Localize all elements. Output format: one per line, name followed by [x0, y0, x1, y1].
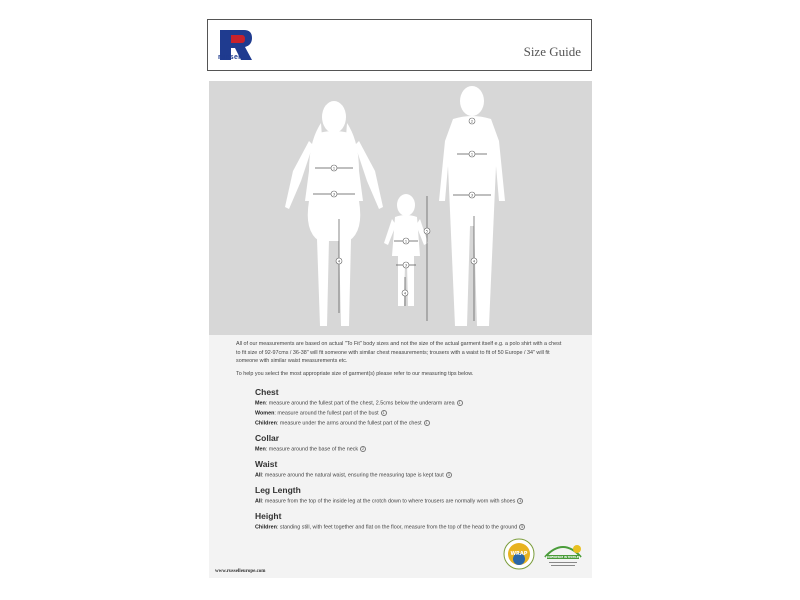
leg-length-all-number-icon: 4	[519, 499, 522, 503]
chest-men-line	[255, 400, 463, 406]
collar-men-line	[255, 446, 366, 452]
height-children-text: : standing still, with feet together and flat on the floor, measure from the top of the head to the ground	[276, 524, 518, 531]
wrap-badge-icon	[503, 538, 535, 570]
man-marker-2: 2	[470, 119, 474, 124]
chest-men-number-icon: 1	[458, 401, 461, 405]
chest-children-text: : measure under the arms around the fullest part of the chest	[276, 420, 422, 427]
oeko-tex-badge-icon	[541, 541, 585, 571]
figure-panel	[209, 81, 592, 335]
wrap-badge-text: WRAP	[510, 551, 528, 557]
woman-silhouette	[285, 101, 383, 326]
logo-text: russell	[218, 54, 243, 61]
intro-paragraph: All of our measurements are based on actual "To Fit" body sizes and not the size of the actual garment itself e.g. a polo shirt with a chest to fit size of 92-97cms / 36-38" will fit someone with similar chest measurements; trousers with a waist to fit of 50 Europe / 34" will fit someone with similar waist measurements etc.	[236, 341, 562, 364]
chest-men-label: Men	[255, 400, 266, 407]
oeko-tex-badge-text: CONFIDENCE IN TEXTILES	[545, 556, 581, 560]
chest-children-line	[255, 420, 430, 426]
chest-heading: Chest	[255, 387, 279, 397]
child-marker-1: 1	[404, 239, 408, 244]
chest-women-text: : measure around the fullest part of the bust	[274, 410, 379, 417]
woman-marker-3: 3	[332, 192, 336, 197]
height-heading: Height	[255, 511, 282, 521]
chest-women-line	[255, 410, 387, 416]
body-silhouettes	[209, 81, 592, 335]
waist-all-label: All	[255, 472, 262, 479]
woman-marker-1: 1	[332, 166, 336, 171]
page-title: Size Guide	[523, 44, 581, 59]
help-text: To help you select the most appropriate size of garment(s) please refer to our measuring tips below.	[236, 371, 474, 377]
collar-men-text: : measure around the base of the neck	[265, 446, 359, 453]
leg-length-all-label: All	[255, 498, 262, 505]
chest-men-text: : measure around the fullest part of the chest, 2.5cms below the underarm area	[265, 400, 455, 407]
leg-length-heading: Leg Length	[255, 485, 301, 495]
header-box	[207, 19, 592, 71]
chest-women-number-icon: 1	[382, 411, 385, 415]
waist-heading: Waist	[255, 459, 278, 469]
man-marker-3: 3	[470, 193, 474, 198]
man-marker-4: 4	[472, 259, 476, 264]
chest-women-label: Women	[255, 410, 275, 417]
man-marker-1: 1	[470, 152, 474, 157]
waist-all-line	[255, 472, 452, 478]
child-marker-3: 3	[404, 263, 408, 268]
chest-children-label: Children	[255, 420, 277, 427]
waist-all-text: : measure around the natural waist, ensuring the measuring tape is kept taut	[261, 472, 444, 479]
collar-heading: Collar	[255, 433, 280, 443]
footer-url: www.russelleurope.com	[215, 569, 266, 574]
height-children-line	[255, 524, 525, 530]
leg-length-all-line	[255, 498, 523, 504]
child-silhouette	[384, 194, 428, 306]
height-children-number-icon: 5	[521, 525, 524, 529]
woman-marker-4: 4	[337, 259, 341, 264]
collar-men-number-icon: 2	[362, 447, 365, 451]
child-marker-4: 4	[403, 291, 407, 296]
height-children-label: Children	[255, 524, 277, 531]
chest-children-number-icon: 1	[425, 421, 428, 425]
collar-men-label: Men	[255, 446, 266, 453]
waist-all-number-icon: 3	[447, 473, 450, 477]
child-marker-5: 5	[425, 229, 429, 234]
leg-length-all-text: : measure from the top of the inside leg at the crotch down to where trousers are normally worn with shoes	[261, 498, 516, 505]
